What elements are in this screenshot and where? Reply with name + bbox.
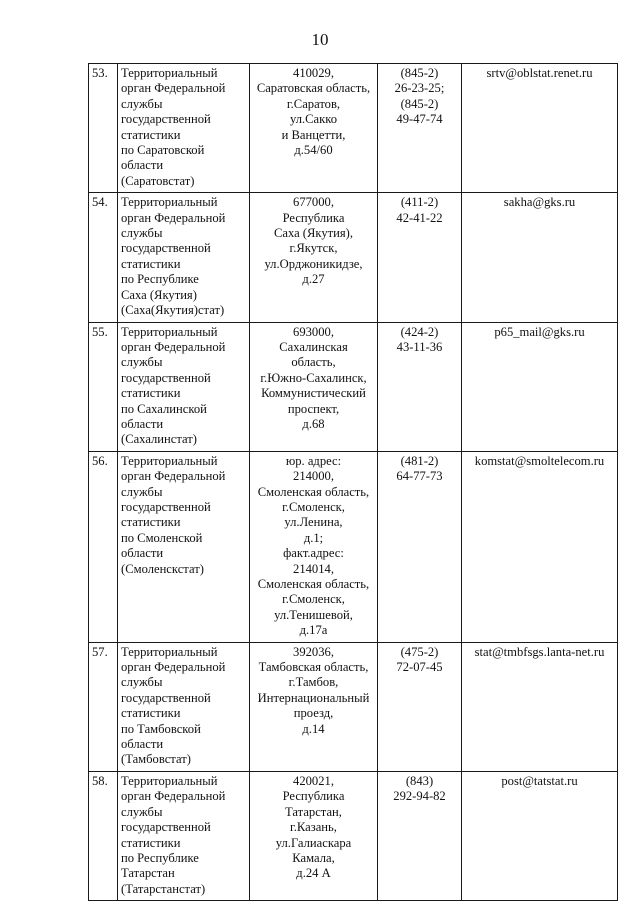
office-name-line: по Сахалинской (121, 401, 207, 416)
address-line: Камала, (292, 850, 335, 865)
email-cell (462, 642, 618, 771)
email-cell (462, 771, 618, 900)
phone-cell (378, 193, 462, 322)
office-name-line: статистики (121, 706, 181, 721)
office-name-line: службы (121, 804, 163, 819)
email-address: post@tatstat.ru (501, 773, 578, 788)
address-line: д.54/60 (294, 143, 333, 158)
page-number: 10 (311, 30, 329, 49)
email-address: komstat@smoltelecom.ru (474, 453, 605, 468)
address-line: д.27 (302, 272, 325, 287)
office-name-line: по Республике (121, 272, 199, 287)
address-line: Сахалинская (279, 339, 348, 354)
office-name-line: Саха (Якутия) (121, 287, 197, 302)
address-cell (250, 642, 378, 771)
office-name-line: орган Федеральной (121, 789, 226, 804)
phone-line: 43-11-36 (396, 339, 443, 354)
office-name-line: области (121, 416, 164, 431)
office-name-line: статистики (121, 256, 181, 271)
table-row (89, 451, 618, 642)
office-name-line: (Сахалинстат) (121, 432, 197, 447)
phone-line: (481-2) (400, 453, 439, 468)
office-name-line: статистики (121, 386, 181, 401)
row-number: 55. (89, 322, 118, 451)
row-number: 57. (89, 642, 118, 771)
address-line: Саха (Якутия), (273, 226, 354, 241)
address-line: Коммунистический (261, 386, 366, 401)
office-name-line: (Саха(Якутия)стат) (121, 303, 225, 318)
office-name-line: службы (121, 675, 163, 690)
office-name-cell (118, 193, 250, 322)
address-line: д.24 А (296, 866, 331, 881)
phone-cell (378, 642, 462, 771)
office-name-cell (118, 64, 250, 193)
office-name-cell (118, 642, 250, 771)
table-row (89, 64, 618, 193)
email-address: stat@tmbfsgs.lanta-net.ru (474, 644, 605, 659)
office-name-line: по Тамбовской (121, 721, 201, 736)
phone-cell (378, 64, 462, 193)
phone-line: (424-2) (400, 324, 439, 339)
email-cell (462, 451, 618, 642)
phone-line: (845-2) (400, 66, 439, 80)
address-line: г.Якутск, (289, 241, 338, 256)
address-line: Смоленская область, (257, 484, 370, 499)
address-line: 214014, (293, 561, 334, 576)
office-name-line: службы (121, 96, 163, 111)
address-line: 677000, (293, 195, 334, 210)
address-line: юр. адрес: (285, 453, 342, 468)
address-line: Республика (282, 210, 345, 225)
phone-line: (475-2) (400, 644, 439, 659)
address-line: д.68 (302, 416, 325, 431)
address-line: Республика (282, 789, 345, 804)
table-body (89, 64, 618, 901)
office-name-line: статистики (121, 835, 181, 850)
office-name-line: области (121, 158, 164, 173)
phone-cell (378, 322, 462, 451)
address-line: д.1; (303, 530, 324, 545)
address-line: д.17а (299, 623, 328, 638)
office-name-line: по Саратовской (121, 143, 205, 158)
office-name-line: государственной (121, 690, 211, 705)
address-line: проезд, (293, 706, 334, 721)
office-name-line: Территориальный (121, 453, 218, 468)
address-line: г.Казань, (290, 820, 337, 835)
office-name-line: Территориальный (121, 324, 218, 339)
office-name-line: государственной (121, 370, 211, 385)
office-name-line: Территориальный (121, 644, 218, 659)
office-name-line: орган Федеральной (121, 210, 226, 225)
office-name-line: орган Федеральной (121, 660, 226, 675)
email-address: srtv@oblstat.renet.ru (486, 66, 593, 80)
office-name-line: по Республике (121, 850, 199, 865)
address-line: ул.Сакко (289, 112, 338, 127)
office-name-line: по Смоленской (121, 530, 203, 545)
email-cell (462, 64, 618, 193)
office-name-line: орган Федеральной (121, 339, 226, 354)
office-name-line: (Саратовстат) (121, 173, 195, 188)
phone-line: 26-23-25; (394, 81, 445, 96)
address-line: ул.Орджоникидзе, (264, 256, 363, 271)
email-cell (462, 193, 618, 322)
address-line: 693000, (293, 324, 334, 339)
email-cell (462, 322, 618, 451)
office-name-line: области (121, 737, 164, 752)
address-line: ул.Тенишевой, (274, 607, 353, 622)
office-name-line: статистики (121, 515, 181, 530)
address-line: Саратовская область, (256, 81, 371, 96)
address-line: г.Смоленск, (282, 592, 345, 607)
phone-line: 64-77-73 (396, 469, 443, 484)
phone-line: 72-07-45 (396, 660, 443, 675)
address-line: 392036, (293, 644, 334, 659)
row-number: 56. (89, 451, 118, 642)
address-line: проспект, (287, 401, 340, 416)
address-line: 214000, (293, 469, 334, 484)
office-name-line: (Тамбовстат) (121, 752, 191, 767)
table-row (89, 322, 618, 451)
phone-line: 292-94-82 (393, 789, 446, 804)
office-name-line: государственной (121, 820, 211, 835)
office-name-line: орган Федеральной (121, 81, 226, 96)
office-name-line: государственной (121, 112, 211, 127)
address-line: Смоленская область, (257, 577, 370, 591)
office-name-line: государственной (121, 499, 211, 514)
row-number: 53. (89, 64, 118, 193)
address-line: и Ванцетти, (281, 127, 346, 142)
phone-line: (845-2) (400, 96, 439, 111)
phone-cell (378, 451, 462, 642)
address-line: 420021, (293, 773, 334, 788)
table-row (89, 642, 618, 771)
office-name-line: области (121, 546, 164, 561)
address-line: факт.адрес: (283, 546, 344, 561)
office-name-line: орган Федеральной (121, 469, 226, 484)
address-line: ул.Ленина, (284, 515, 343, 530)
office-name-cell (118, 771, 250, 900)
office-name-cell (118, 322, 250, 451)
address-line: 410029, (293, 66, 334, 80)
office-name-line: статистики (121, 127, 181, 142)
office-name-line: (Татарстанстат) (121, 881, 206, 896)
office-name-line: службы (121, 226, 163, 241)
email-address: sakha@gks.ru (503, 195, 576, 210)
table-row (89, 771, 618, 900)
address-line: область, (291, 355, 336, 370)
phone-line: (843) (405, 773, 434, 788)
address-line: Татарстан, (285, 804, 342, 819)
office-name-line: службы (121, 484, 163, 499)
address-line: Тамбовская область, (258, 660, 369, 675)
address-line: г.Южно-Сахалинск, (260, 370, 367, 385)
table-row (89, 193, 618, 322)
office-name-line: Татарстан (121, 866, 175, 881)
address-line: д.14 (302, 721, 325, 736)
address-line: г.Смоленск, (282, 499, 345, 514)
office-name-cell (118, 451, 250, 642)
office-name-line: Территориальный (121, 66, 218, 80)
office-name-line: (Смоленскстат) (121, 561, 204, 576)
office-name-line: Территориальный (121, 773, 218, 788)
phone-cell (378, 771, 462, 900)
address-cell (250, 322, 378, 451)
address-cell (250, 451, 378, 642)
phone-line: (411-2) (400, 195, 439, 210)
office-name-line: службы (121, 355, 163, 370)
row-number: 54. (89, 193, 118, 322)
address-cell (250, 193, 378, 322)
statistics-office-table (88, 63, 618, 901)
office-name-line: государственной (121, 241, 211, 256)
address-line: г.Тамбов, (288, 675, 339, 690)
address-cell (250, 64, 378, 193)
address-line: Интернациональный (257, 690, 370, 705)
email-address: p65_mail@gks.ru (494, 324, 585, 339)
office-name-line: Территориальный (121, 195, 218, 210)
address-cell (250, 771, 378, 900)
phone-line: 42-41-22 (396, 210, 443, 225)
address-line: г.Саратов, (286, 96, 341, 111)
row-number: 58. (89, 771, 118, 900)
address-line: ул.Галиаскара (275, 835, 352, 850)
phone-line: 49-47-74 (396, 112, 443, 127)
